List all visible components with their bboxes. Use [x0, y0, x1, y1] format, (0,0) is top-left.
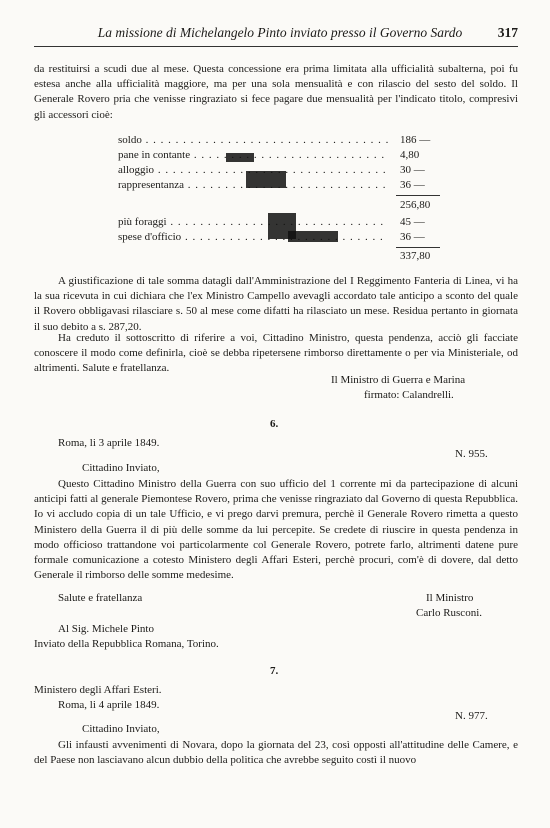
expense-label: spese d'officio . . . [118, 230, 388, 245]
subtotal-rule [396, 195, 440, 196]
place-date: Roma, li 4 aprile 1849. [58, 699, 160, 711]
expense-subtotal: 256,80 [400, 199, 431, 211]
expense-value: 45 — [400, 216, 425, 228]
letter-body: Gli infausti avvenimenti di Novara, dopo la giornata del 23, così opposti all'attitudine delle Camere, e del Paese non lasciavano alcun dubbio della politica che avrebbe seguito costì il nuovo [34, 739, 518, 767]
expense-label: pane in contante . . . [118, 148, 388, 163]
signature-name: firmato: Calandrelli. [364, 389, 454, 401]
expense-value: 36 — [400, 231, 425, 243]
expense-row [118, 148, 438, 163]
ministry-heading: Ministero degli Affari Esteri. [34, 684, 162, 696]
justification-paragraph: A giustificazione di tale somma datagli dall'Amministrazione del I Reggimento Fanteria di Linea, vi ha la sua ricevuta in cui dichiara che l'ex Ministro Campello avevagli accordato tale anticipo a sconto del quale il Rovero obbligavasi rilasciare s. 50 al mese come difatti ha rilasciato un mese. Residua pertanto in giornata il suo debito a s. 287,20. [34, 275, 518, 333]
document-number: 7. [270, 665, 279, 677]
ink-blot [288, 231, 338, 242]
closing: Salute e fratellanza [58, 592, 143, 604]
duty-paragraph: Ha creduto il sottoscritto di riferire a voi, Cittadino Ministro, questa pendenza, acciò gli facciate conoscere il modo come definirla, cioè se debba ripetersene rimborso direttamente o per via Ministeriale, od altrimenti. Salute e fratellanza. [34, 332, 518, 375]
salutation: Cittadino Inviato, [82, 462, 160, 474]
expense-row [118, 133, 438, 148]
document-number: 6. [270, 418, 279, 430]
intro-paragraph: da restituirsi a scudi due al mese. Questa concessione era prima limitata alla ufficialità subalterna, poi fu estesa anche alla ufficialità maggiore, ma per una sola mensualità e con rilascio del sesto del soldo. Il Generale Rovero pria che venisse ringraziato si fece pagare due mensualità per l'indicato titolo, compresivi gli accessori cioè: [34, 63, 518, 121]
expense-total: 337,80 [400, 250, 431, 262]
page-number: 317 [497, 25, 518, 40]
signature-title: Il Ministro [426, 592, 474, 604]
signature-title: Il Ministro di Guerra e Marina [331, 374, 466, 386]
addressee-role: Inviato della Repubblica Romana, Torino. [34, 638, 219, 650]
protocol-number: N. 955. [455, 448, 488, 460]
expense-value: 36 — [400, 179, 425, 191]
total-rule [396, 247, 440, 248]
addressee-name: Al Sig. Michele Pinto [58, 623, 154, 635]
expense-label: alloggio . . . [118, 163, 388, 178]
letter-body: Questo Cittadino Ministro della Guerra con suo ufficio del 1 corrente mi da partecipazione di alcuni anticipi fatti al generale Piemontese Rovero, prima che venisse ringraziato dal Governo di questa Repubblica. Io vi accludo copia di un tale Ufficio, e vi prego darvi premura, perchè il Generale Rovero rimetta a questo Ministero della Guerra il di più delle somme da lui percepite. Se credete di riuscire in questa pendenza in modo officioso trattandone voi particolarmente col Generale Rovero, potrete farlo, altrimenti datene pure formale comunicazione a cotesto Ministero degli Affari Esteri, perchè procuri, com'è di dovere, dal detto Generale il rimborso delle somme medesime. [34, 478, 518, 582]
expense-label: rappresentanza . . . [118, 178, 388, 193]
expense-value: 4,80 [400, 149, 420, 161]
running-header-title: La missione di Michelangelo Pinto inviato presso il Governo Sardo [97, 25, 463, 40]
expense-value: 186 — [400, 134, 431, 146]
salutation: Cittadino Inviato, [82, 723, 160, 735]
expense-value: 30 — [400, 164, 425, 176]
ink-blot [246, 171, 286, 188]
expense-label: soldo . . . [118, 133, 388, 148]
signature-name: Carlo Rusconi. [416, 607, 482, 619]
expense-label: più foraggi . . . [118, 215, 388, 230]
ink-blot [226, 153, 254, 162]
header-rule [34, 46, 518, 47]
place-date: Roma, li 3 aprile 1849. [58, 437, 160, 449]
protocol-number: N. 977. [455, 710, 488, 722]
